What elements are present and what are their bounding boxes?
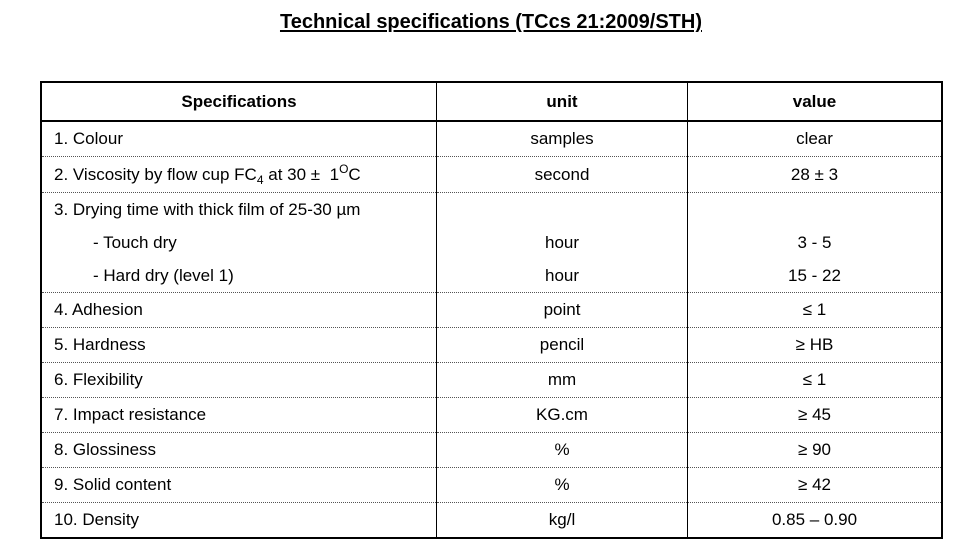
table-row	[41, 193, 942, 293]
spec-cell: 1. Colour	[41, 121, 437, 157]
value-cell: ≥ HB	[688, 328, 943, 363]
specifications-table	[40, 81, 943, 539]
unit-cell: pencil	[437, 328, 688, 363]
table-row	[41, 328, 942, 363]
unit-cell	[437, 193, 688, 293]
touch-dry-value: 3 - 5	[797, 233, 832, 252]
table-row	[41, 363, 942, 398]
table-header-row	[41, 82, 942, 121]
tolerance: 1	[329, 165, 340, 184]
touch-dry-spec: - Touch dry	[93, 233, 177, 252]
celsius: C	[348, 165, 361, 184]
table-row	[41, 157, 942, 193]
value-cell: clear	[688, 121, 943, 157]
viscosity-temp: at 30	[263, 165, 307, 184]
spec-cell: 10. Density	[54, 510, 140, 529]
value-cell: ≥ 90	[688, 433, 943, 468]
spec-cell	[41, 193, 437, 293]
drying-spec: 3. Drying time with thick film of 25-30 µm	[54, 200, 361, 219]
touch-dry-unit: hour	[544, 233, 580, 252]
unit-cell: %	[437, 433, 688, 468]
hard-dry-value: 15 - 22	[788, 266, 841, 285]
spec-cell: 7. Impact resistance	[41, 398, 437, 433]
table-row	[41, 433, 942, 468]
drying-value-blank	[688, 193, 941, 226]
unit-cell: second	[437, 157, 688, 193]
value-cell: 0.85 – 0.90	[688, 503, 943, 539]
unit-cell: point	[437, 293, 688, 328]
subscript: 4	[256, 173, 264, 187]
unit-cell: KG.cm	[437, 398, 688, 433]
viscosity-text: 2. Viscosity by flow cup FC	[54, 165, 257, 184]
value-cell	[688, 193, 943, 293]
spec-cell: 6. Flexibility	[41, 363, 437, 398]
unit-cell: mm	[437, 363, 688, 398]
degree-sign: O	[339, 162, 349, 176]
header-value: value	[688, 82, 943, 121]
table-row	[41, 293, 942, 328]
unit-cell: kg/l	[437, 503, 688, 539]
document-title: Technical specifications (TCcs 21:2009/STH)	[279, 11, 702, 33]
value-cell: ≤ 1	[688, 363, 943, 398]
unit-cell: %	[437, 468, 688, 503]
hard-dry-unit: hour	[544, 266, 580, 285]
header-unit: unit	[437, 82, 688, 121]
value-cell: ≥ 42	[688, 468, 943, 503]
value-cell: 28 ± 3	[688, 157, 943, 193]
spec-cell: 8. Glossiness	[41, 433, 437, 468]
spec-cell: 4. Adhesion	[41, 293, 437, 328]
table-row	[41, 121, 942, 157]
table-row	[41, 468, 942, 503]
value-cell: ≥ 45	[688, 398, 943, 433]
unit-cell: samples	[437, 121, 688, 157]
header-specifications: Specifications	[41, 82, 437, 121]
spec-cell: 9. Solid content	[41, 468, 437, 503]
drying-unit-blank	[437, 193, 687, 226]
spec-cell: 5. Hardness	[41, 328, 437, 363]
hard-dry-spec: - Hard dry (level 1)	[93, 266, 234, 285]
plus-minus: ±	[310, 165, 321, 184]
table-row	[41, 398, 942, 433]
table-row	[41, 503, 942, 539]
value-cell: ≤ 1	[688, 293, 943, 328]
spec-cell	[41, 157, 437, 193]
